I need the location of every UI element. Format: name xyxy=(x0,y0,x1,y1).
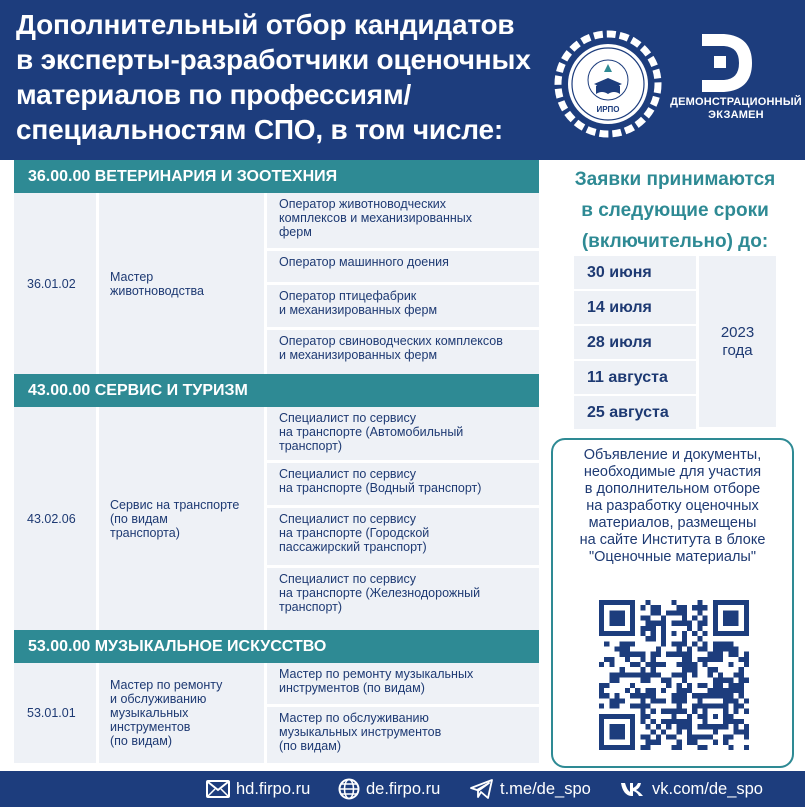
footer-link-text: hd.firpo.ru xyxy=(236,779,311,798)
footer-link-text: de.firpo.ru xyxy=(366,779,441,798)
specialty-name: Мастер по ремонту и обслуживанию музыкальных инструментов (по видам) xyxy=(99,663,267,763)
qualifications-list xyxy=(267,663,539,763)
qualification-item: Специалист по сервису на транспорте (Водный транспорт) xyxy=(267,463,539,508)
section-header: 36.00.00 ВЕТЕРИНАРИЯ И ЗООТЕХНИЯ xyxy=(14,160,539,193)
qualification-item: Оператор птицефабрик и механизированных ферм xyxy=(267,285,539,330)
info-box xyxy=(551,438,794,768)
qualification-item: Мастер по обслуживанию музыкальных инструментов (по видам) xyxy=(267,707,539,763)
irpo-emblem-icon xyxy=(552,28,664,140)
specialty-code: 36.01.02 xyxy=(14,193,99,374)
telegram-icon xyxy=(470,779,494,799)
footer-link-vk[interactable] xyxy=(620,771,763,807)
title-line: материалов по профессиям/ xyxy=(16,79,412,110)
deadlines-list xyxy=(574,256,776,431)
specialty-block xyxy=(14,663,539,763)
demo-exam-logo xyxy=(670,30,802,130)
footer-bar xyxy=(0,771,805,807)
deadline-date: 25 августа xyxy=(574,396,696,429)
specialty-block xyxy=(14,193,539,374)
specialty-code: 53.01.01 xyxy=(14,663,99,763)
globe-icon xyxy=(338,778,360,800)
footer-link-text: t.me/de_spo xyxy=(500,779,591,798)
irpo-logo-text: ИРПО xyxy=(596,105,620,114)
header-banner xyxy=(0,0,805,160)
qualification-item: Оператор машинного доения xyxy=(267,251,539,285)
specialty-code: 43.02.06 xyxy=(14,407,99,630)
footer-link-text: vk.com/de_spo xyxy=(652,779,763,798)
title-line: специальностям СПО, в том числе: xyxy=(16,114,504,145)
qualification-item: Мастер по ремонту музыкальных инструментов (по видам) xyxy=(267,663,539,707)
specialty-name: Мастер животноводства xyxy=(99,193,267,374)
title-line: Дополнительный отбор кандидатов xyxy=(16,9,515,40)
vk-icon xyxy=(620,781,646,797)
irpo-logo xyxy=(552,28,664,140)
qualifications-list xyxy=(267,193,539,374)
page-title xyxy=(16,7,556,147)
qualification-item: Специалист по сервису на транспорте (Городской пассажирский транспорт) xyxy=(267,508,539,568)
footer-link-telegram[interactable] xyxy=(470,771,591,807)
section-header: 53.00.00 МУЗЫКАЛЬНОЕ ИСКУССТВО xyxy=(14,630,539,663)
qualification-item: Специалист по сервису на транспорте (Автомобильный транспорт) xyxy=(267,407,539,463)
specialties-table xyxy=(14,160,539,763)
title-line: в эксперты-разработчики оценочных xyxy=(16,44,531,75)
qr-code-icon[interactable] xyxy=(599,600,749,750)
demo-exam-label: ДЕМОНСТРАЦИОННЫЙ ЭКЗАМЕН xyxy=(670,96,802,121)
qualification-item: Оператор свиноводческих комплексов и механизированных ферм xyxy=(267,330,539,374)
qualification-item: Специалист по сервису на транспорте (Железнодорожный транспорт) xyxy=(267,568,539,630)
deadlines-title: Заявки принимаются в следующие сроки (включительно) до: xyxy=(574,169,776,252)
specialty-name: Сервис на транспорте (по видам транспорта) xyxy=(99,407,267,630)
section-header: 43.00.00 СЕРВИС И ТУРИЗМ xyxy=(14,374,539,407)
demo-exam-mark-icon xyxy=(694,30,760,96)
qualification-item: Оператор животноводческих комплексов и механизированных ферм xyxy=(267,193,539,251)
deadline-date: 11 августа xyxy=(574,361,696,394)
qualifications-list xyxy=(267,407,539,630)
deadline-date: 14 июля xyxy=(574,291,696,324)
footer-link-mail[interactable] xyxy=(206,771,310,807)
specialty-block xyxy=(14,407,539,630)
info-text: Объявление и документы, необходимые для участия в дополнительном отборе на разработку оценочных материалов, размещены на сайте Института в блоке "Оценочные материалы" xyxy=(579,447,766,565)
deadline-date: 28 июля xyxy=(574,326,696,359)
deadline-year: 2023 года xyxy=(699,256,776,427)
mail-icon xyxy=(206,780,230,798)
footer-link-site[interactable] xyxy=(338,771,440,807)
deadline-date: 30 июня xyxy=(574,256,696,289)
